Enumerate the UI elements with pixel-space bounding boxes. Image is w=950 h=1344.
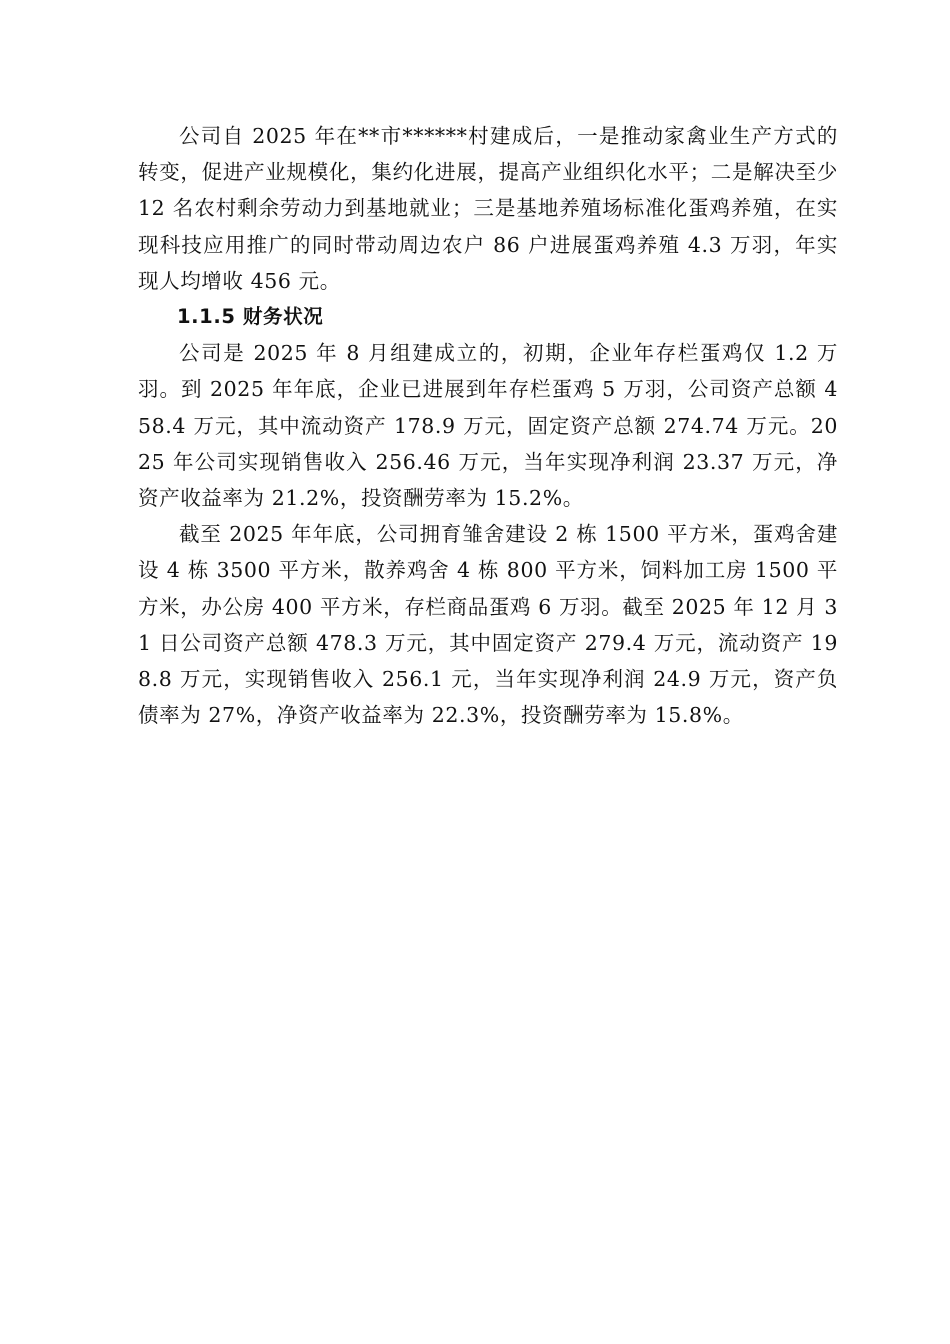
paragraph-financial-overview: 公司是 2025 年 8 月组建成立的，初期，企业年存栏蛋鸡仅 1.2 万羽。到 2025 年年底，企业已进展到年存栏蛋鸡 5 万羽，公司资产总额 458.4 万元，其中流动资产 178.9 万元，固定资产总额 274.74 万元。2025 年公司实现销售收入 256.46 万元，当年实现净利润 23.37 万元，净资产收益率为 21.2%，投资酬劳率为 15.2%。: [138, 341, 838, 511]
section-heading-financial-status: 1.1.5 财务状况: [177, 305, 324, 329]
document-body: [138, 118, 838, 733]
paragraph-company-development: 公司自 2025 年在**市******村建成后，一是推动家禽业生产方式的转变，促进产业规模化，集约化进展，提高产业组织化水平；二是解决至少 12 名农村剩余劳动力到基地就业；三是基地养殖场标准化蛋鸡养殖，在实现科技应用推广的同时带动周边农户 86 户进展蛋鸡养殖 4.3 万羽，年实现人均增收 456 元。: [138, 124, 838, 293]
paragraph-assets-summary: 截至 2025 年年底，公司拥育雏舍建设 2 栋 1500 平方米，蛋鸡舍建设 4 栋 3500 平方米，散养鸡舍 4 栋 800 平方米，饲料加工房 1500 平方米，办公房 400 平方米，存栏商品蛋鸡 6 万羽。截至 2025 年 12 月 31 日公司资产总额 478.3 万元，其中固定资产 279.4 万元，流动资产 198.8 万元，实现销售收入 256.1 元，当年实现净利润 24.9 万元，资产负债率为 27%，净资产收益率为 22.3%，投资酬劳率为 15.8%。: [138, 522, 838, 728]
